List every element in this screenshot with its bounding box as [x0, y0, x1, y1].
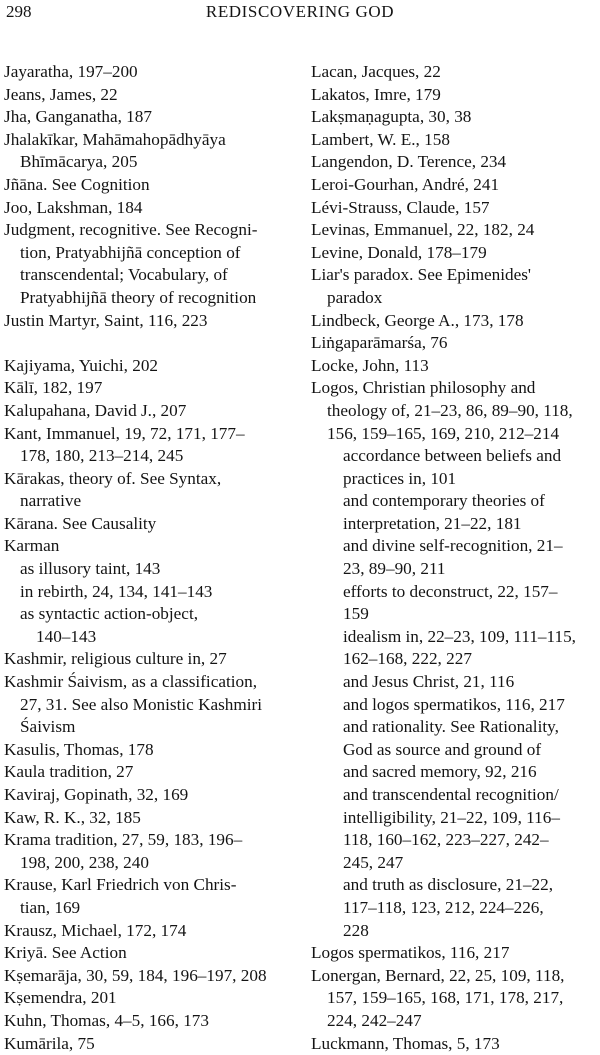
- index-subentry-line: Śaivism: [20, 717, 76, 737]
- index-subentry-line: as illusory taint, 143: [20, 559, 161, 579]
- index-subentry-line: and Jesus Christ, 21, 116: [343, 672, 515, 692]
- index-entry: Jha, Ganganatha, 187: [4, 107, 152, 127]
- index-subentry-line: 159: [343, 604, 369, 624]
- index-entry: Judgment, recognitive. See Recogni-: [4, 220, 258, 240]
- page-header: [0, 2, 600, 26]
- index-entry: Kārana. See Causality: [4, 513, 157, 533]
- index-entry: Jayaratha, 197–200: [4, 62, 138, 81]
- index-subentry-line: 198, 200, 238, 240: [20, 852, 149, 872]
- index-entry: Jñāna. See Cognition: [4, 174, 150, 194]
- index-entry: Justin Martyr, Saint, 116, 223: [4, 310, 208, 330]
- index-subentry-line: 117–118, 123, 212, 224–226,: [343, 897, 544, 917]
- index-entry: Lakṣmaṇagupta, 30, 38: [311, 107, 472, 127]
- index-subentry-line: and rationality. See Rationality,: [343, 717, 559, 737]
- index-column-left: [4, 61, 288, 1055]
- index-entry: Kalupahana, David J., 207: [4, 400, 187, 420]
- index-subentry-line: Pratyabhijñā theory of recognition: [20, 287, 257, 307]
- index-subentry-line: 23, 89–90, 211: [343, 559, 446, 579]
- index-subentry-line: and transcendental recognition/: [343, 785, 559, 804]
- index-entry: Kālī, 182, 197: [4, 378, 103, 398]
- index-entry: Kriyā. See Action: [4, 943, 127, 963]
- index-subentry-line: in rebirth, 24, 134, 141–143: [20, 581, 213, 601]
- index-subentry-line: transcendental; Vocabulary, of: [20, 265, 228, 285]
- index-entry: Kaw, R. K., 32, 185: [4, 807, 141, 827]
- index-subentry-line: 162–168, 222, 227: [343, 649, 472, 669]
- index-subentry-line: God as source and ground of: [343, 739, 542, 759]
- index-entry: Leroi-Gourhan, André, 241: [311, 174, 500, 194]
- index-subentry-line: and sacred memory, 92, 216: [343, 762, 537, 782]
- index-entry: Logos, Christian philosophy and: [311, 378, 536, 398]
- index-entry: Kasulis, Thomas, 178: [4, 739, 154, 759]
- index-entry: Kashmir, religious culture in, 27: [4, 649, 227, 669]
- index-entry: Luckmann, Thomas, 5, 173: [311, 1033, 500, 1053]
- index-subentry-line: interpretation, 21–22, 181: [343, 513, 522, 533]
- index-subentry-line: 178, 180, 213–214, 245: [20, 446, 184, 466]
- index-entry: Liṅgaparāmarśa, 76: [311, 333, 448, 353]
- index-subentry-line: 118, 160–162, 223–227, 242–: [343, 830, 549, 850]
- index-subentry-line: 27, 31. See also Monistic Kashmiri: [20, 694, 263, 714]
- page-number: 298: [6, 2, 32, 21]
- index-entry: Levinas, Emmanuel, 22, 182, 24: [311, 220, 535, 240]
- index-subentry-line: 245, 247: [343, 852, 404, 872]
- index-entry: Joo, Lakshman, 184: [4, 197, 143, 217]
- index-entry: Kant, Immanuel, 19, 72, 171, 177–: [4, 423, 245, 443]
- index-entry: Karman: [4, 536, 60, 556]
- index-subentry-line: tion, Pratyabhijñā conception of: [20, 242, 241, 262]
- index-subentry-line: practices in, 101: [343, 468, 457, 488]
- index-entry: Liar's paradox. See Epimenides': [311, 265, 532, 285]
- index-entry: Kārakas, theory of. See Syntax,: [4, 468, 222, 488]
- index-subentry-line: accordance between beliefs and: [343, 446, 562, 466]
- index-entry: Kṣemendra, 201: [4, 988, 117, 1008]
- index-subentry-line: narrative: [20, 491, 82, 511]
- index-entry: Krausz, Michael, 172, 174: [4, 920, 187, 940]
- index-entry: Jhalakīkar, Mahāmahopādhyāya: [4, 129, 226, 149]
- index-subentry-line: efforts to deconstruct, 22, 157–: [343, 581, 558, 601]
- index-subentry-line: and contemporary theories of: [343, 491, 545, 511]
- index-entry: Lévi-Strauss, Claude, 157: [311, 197, 490, 217]
- index-gap: [4, 332, 288, 355]
- index-entry: Kumārila, 75: [4, 1033, 95, 1053]
- index-entry: Krama tradition, 27, 59, 183, 196–: [4, 830, 243, 850]
- index-entry: Langendon, D. Terence, 234: [311, 152, 507, 172]
- index-subentry-line: theology of, 21–23, 86, 89–90, 118,: [327, 400, 573, 420]
- index-subentry-line: and divine self-recognition, 21–: [343, 536, 563, 556]
- index-entry: Lindbeck, George A., 173, 178: [311, 310, 524, 330]
- index-subentry-line: paradox: [327, 287, 383, 307]
- index-subentry-line: Bhīmācarya, 205: [20, 152, 138, 172]
- index-entry: Kashmir Śaivism, as a classification,: [4, 672, 257, 692]
- index-entry: Lakatos, Imre, 179: [311, 84, 441, 104]
- index-entry: Lonergan, Bernard, 22, 25, 109, 118,: [311, 965, 565, 985]
- index-entry: Kṣemarāja, 30, 59, 184, 196–197, 208: [4, 965, 267, 985]
- index-subentry-line: 156, 159–165, 169, 210, 212–214: [327, 423, 560, 443]
- index-subentry-line: 157, 159–165, 168, 171, 178, 217,: [327, 988, 564, 1008]
- index-subentry-line: 224, 242–247: [327, 1010, 422, 1030]
- index-entry: Lambert, W. E., 158: [311, 129, 450, 149]
- index-entry: Jeans, James, 22: [4, 84, 118, 104]
- running-title: REDISCOVERING GOD: [205, 2, 395, 21]
- index-subentry-line: and logos spermatikos, 116, 217: [343, 694, 565, 714]
- index-entry: Kaviraj, Gopinath, 32, 169: [4, 785, 189, 804]
- index-subentry-line: and truth as disclosure, 21–22,: [343, 875, 554, 895]
- index-entry: Locke, John, 113: [311, 355, 429, 375]
- index-entry: Kajiyama, Yuichi, 202: [4, 355, 159, 375]
- index-entry: Kaula tradition, 27: [4, 762, 134, 782]
- index-column-right: [311, 61, 595, 1055]
- index-entry: Logos spermatikos, 116, 217: [311, 943, 510, 963]
- index-entry: Kuhn, Thomas, 4–5, 166, 173: [4, 1010, 209, 1030]
- index-entry: Levine, Donald, 178–179: [311, 242, 487, 262]
- index-subentry-line: 228: [343, 920, 369, 940]
- index-subentry-line: intelligibility, 21–22, 109, 116–: [343, 807, 560, 827]
- index-subentry-line: as syntactic action-object,: [20, 604, 199, 624]
- index-subentry-line: idealism in, 22–23, 109, 111–115,: [343, 626, 576, 646]
- index-entry: Lacan, Jacques, 22: [311, 62, 441, 81]
- index-subentry-line: 140–143: [36, 626, 97, 646]
- index-entry: Krause, Karl Friedrich von Chris-: [4, 875, 237, 895]
- index-subentry-line: tian, 169: [20, 897, 81, 917]
